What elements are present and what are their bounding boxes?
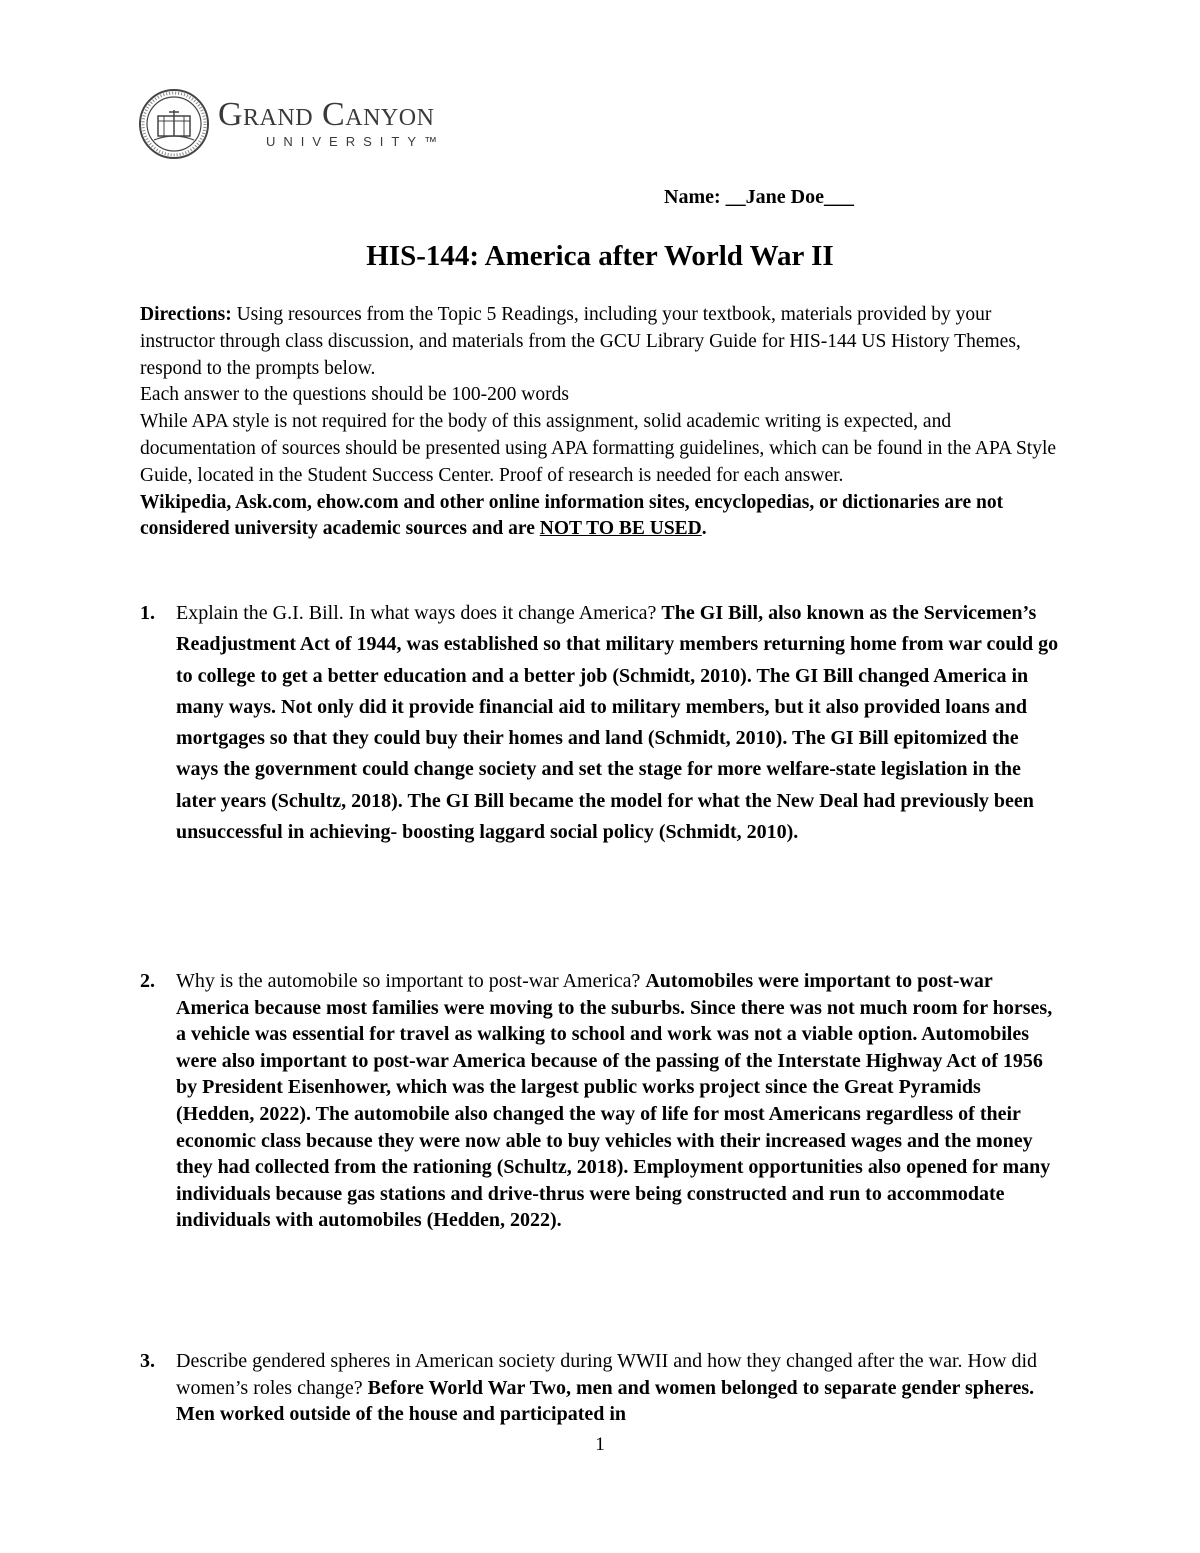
sources-warning	[140, 490, 1060, 544]
university-seal-icon	[138, 88, 210, 160]
name-value: __Jane Doe___	[725, 186, 854, 208]
question-2	[140, 968, 1060, 1234]
university-wordmark	[218, 97, 445, 151]
directions-label: Directions:	[140, 304, 232, 325]
directions-section	[140, 302, 1060, 543]
question-answer: The GI Bill, also known as the Servicemen’s Readjustment Act of 1944, was established so that military members returning home from war could go to college to get a better education and a better job (Schmidt, 2010). The GI Bill changed America in many ways. Not only did it provide financial aid to military members, but it also provided loans and mortgages so that they could buy their homes and land (Schmidt, 2010). The GI Bill epitomized the ways the government could change society and set the stage for more welfare-state legislation in the later years (Schultz, 2018). The GI Bill became the model for what the New Deal had previously been unsuccessful in achieving- boosting laggard social policy (Schmidt, 2010).	[176, 602, 1059, 844]
question-item	[140, 598, 1060, 848]
question-number: 3.	[140, 1350, 155, 1372]
question-prompt: Explain the G.I. Bill. In what ways does it change America?	[176, 602, 662, 624]
sources-warning-period: .	[701, 518, 707, 540]
wordmark-line-2: UNIVERSITY™	[266, 134, 446, 149]
question-number: 1.	[140, 602, 155, 624]
name-label: Name:	[664, 186, 721, 208]
question-item	[140, 1348, 1060, 1428]
university-logo	[138, 88, 445, 160]
not-to-be-used: NOT TO BE USED	[539, 518, 702, 540]
question-number: 2.	[140, 970, 155, 992]
question-item	[140, 968, 1060, 1234]
sources-warning-text: Wikipedia, Ask.com, ehow.com and other online information sites, encyclopedias, or dictionaries are not considered university academic sources and are	[140, 491, 1004, 540]
student-name-line	[664, 186, 854, 209]
page-title: HIS-144: America after World War II	[366, 240, 834, 272]
question-prompt: Describe gendered spheres in American society during WWII and how they changed after the war. How did women’s roles change?	[176, 1350, 1037, 1399]
apa-guidelines: While APA style is not required for the body of this assignment, solid academic writing is expected, and documentation of sources should be presented using APA formatting guidelines, which can be found in the APA Style Guide, located in the Student Success Center. Proof of research is needed for each answer.	[140, 411, 1057, 486]
question-answer: Before World War Two, men and women belonged to separate gender spheres. Men worked outside of the house and participated in	[176, 1376, 1035, 1426]
question-answer: Automobiles were important to post-war America because most families were moving to the suburbs. Since there was not much room for horses, a vehicle was essential for travel as walking to school and work was not a viable option. Automobiles were also important to post-war America because of the passing of the Interstate Highway Act of 1956 by President Eisenhower, which was the largest public works project since the Great Pyramids (Hedden, 2022). The automobile also changed the way of life for most Americans regardless of their economic class because they were now able to buy vehicles with their increased wages and the money they had collected from the rationing (Schultz, 2018). Employment opportunities also opened for many individuals because gas stations and drive-thrus were being constructed and run to accommodate individuals with automobiles (Hedden, 2022).	[176, 970, 1053, 1232]
wordmark-line-1: Grand Canyon	[218, 96, 435, 133]
page-number: 1	[595, 1434, 605, 1455]
word-count-requirement: Each answer to the questions should be 100-200 words	[140, 384, 569, 406]
directions-paragraph	[140, 302, 1060, 382]
question-prompt: Why is the automobile so important to post-war America?	[176, 970, 646, 992]
question-3	[140, 1348, 1060, 1428]
question-1	[140, 598, 1060, 848]
directions-text: Using resources from the Topic 5 Readings, including your textbook, materials provided by your instructor through class discussion, and materials from the GCU Library Guide for HIS-144 US History Themes, respond to the prompts below.	[140, 304, 1021, 379]
